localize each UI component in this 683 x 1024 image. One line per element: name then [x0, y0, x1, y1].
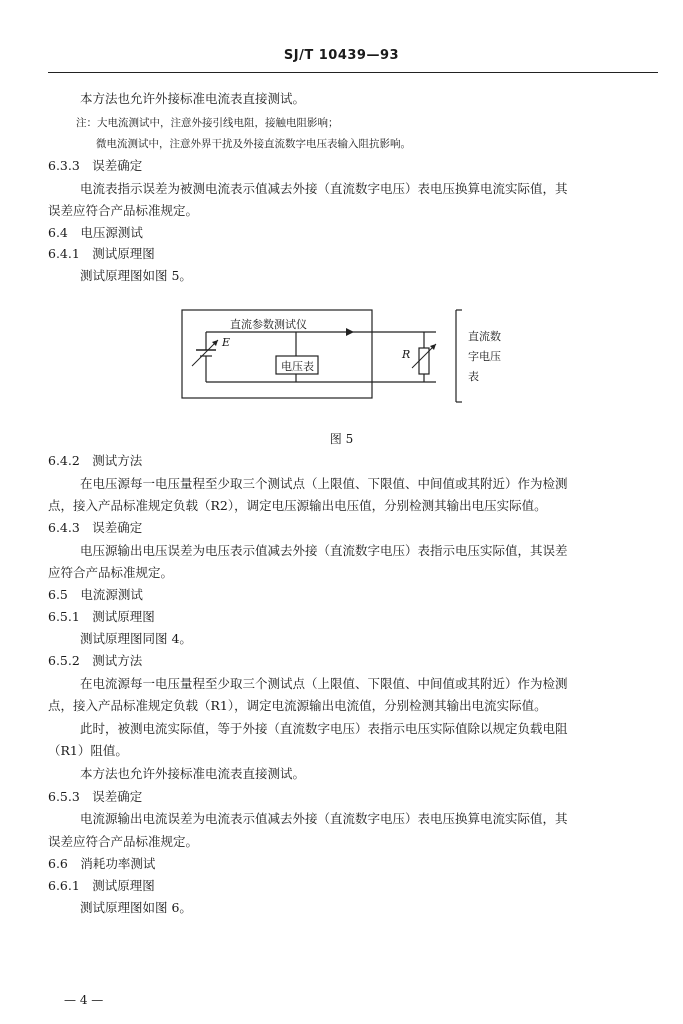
dvm-label: 直流数 — [468, 330, 501, 343]
header-rule — [48, 72, 658, 73]
section-heading: 6.3.3 误差确定 — [48, 158, 143, 173]
body-line: 误差应符合产品标准规定。 — [48, 203, 199, 218]
section-heading: 6.6 消耗功率测试 — [48, 856, 156, 871]
section-heading: 6.5.1 测试原理图 — [48, 609, 155, 624]
note-line: 注：大电流测试中，注意外接引线电阻，接触电阻影响； — [76, 117, 339, 129]
section-heading: 6.4.3 误差确定 — [48, 520, 143, 535]
body-line: （R1）阻值。 — [48, 743, 128, 758]
figure-5 — [178, 306, 508, 412]
body-line: 电压源输出电压误差为电压表示值减去外接（直流数字电压）表指示电压实际值，其误差 — [80, 543, 568, 558]
instrument-label: 直流参数测试仪 — [230, 318, 307, 331]
section-heading: 6.5 电流源测试 — [48, 587, 143, 602]
figure-caption: 图 5 — [329, 432, 354, 446]
body-line: 此时，被测电流实际值，等于外接（直流数字电压）表指示电压实际值除以规定负载电阻 — [80, 721, 568, 736]
arrow-head — [346, 328, 354, 336]
body-line: 点，接入产品标准规定负载（R1），调定电流源输出电流值，分别检测其输出电流实际值。 — [48, 698, 547, 713]
circuit-diagram — [178, 306, 508, 412]
body-line: 电流源输出电流误差为电流表示值减去外接（直流数字电压）表电压换算电流实际值，其 — [80, 811, 568, 826]
section-heading: 6.5.3 误差确定 — [48, 789, 143, 804]
body-line: 测试原理图同图 4。 — [80, 631, 192, 646]
voltmeter-label: 电压表 — [281, 360, 314, 373]
note-line: 微电流测试中，注意外界干扰及外接直流数字电压表输入阻抗影响。 — [96, 138, 411, 150]
body-line: 在电压源每一电压量程至少取三个测试点（上限值、下限值、中间值或其附近）作为检测 — [80, 476, 568, 491]
dvm-label: 表 — [468, 370, 479, 383]
body-line: 在电流源每一电压量程至少取三个测试点（上限值、下限值、中间值或其附近）作为检测 — [80, 676, 568, 691]
body-line: 测试原理图如图 6。 — [80, 900, 192, 915]
section-heading: 6.4 电压源测试 — [48, 225, 143, 240]
body-line: 测试原理图如图 5。 — [80, 268, 192, 283]
body-line: 本方法也允许外接标准电流表直接测试。 — [80, 91, 306, 106]
body-line: 应符合产品标准规定。 — [48, 565, 174, 580]
source-label: E — [222, 336, 231, 349]
load-label: R — [402, 348, 411, 361]
dvm-label: 字电压 — [468, 350, 501, 363]
section-heading: 6.6.1 测试原理图 — [48, 878, 155, 893]
body-line: 点，接入产品标准规定负载（R2），调定电压源输出电压值，分别检测其输出电压实际值。 — [48, 498, 547, 513]
body-line: 本方法也允许外接标准电流表直接测试。 — [80, 766, 306, 781]
page-number: — 4 — — [64, 993, 104, 1007]
section-heading: 6.4.2 测试方法 — [48, 453, 143, 468]
body-line: 电流表指示误差为被测电流表示值减去外接（直流数字电压）表电压换算电流实际值，其 — [80, 181, 568, 196]
section-heading: 6.4.1 测试原理图 — [48, 246, 155, 261]
section-heading: 6.5.2 测试方法 — [48, 653, 143, 668]
body-line: 误差应符合产品标准规定。 — [48, 834, 199, 849]
standard-code: SJ/T 10439—93 — [283, 48, 400, 63]
